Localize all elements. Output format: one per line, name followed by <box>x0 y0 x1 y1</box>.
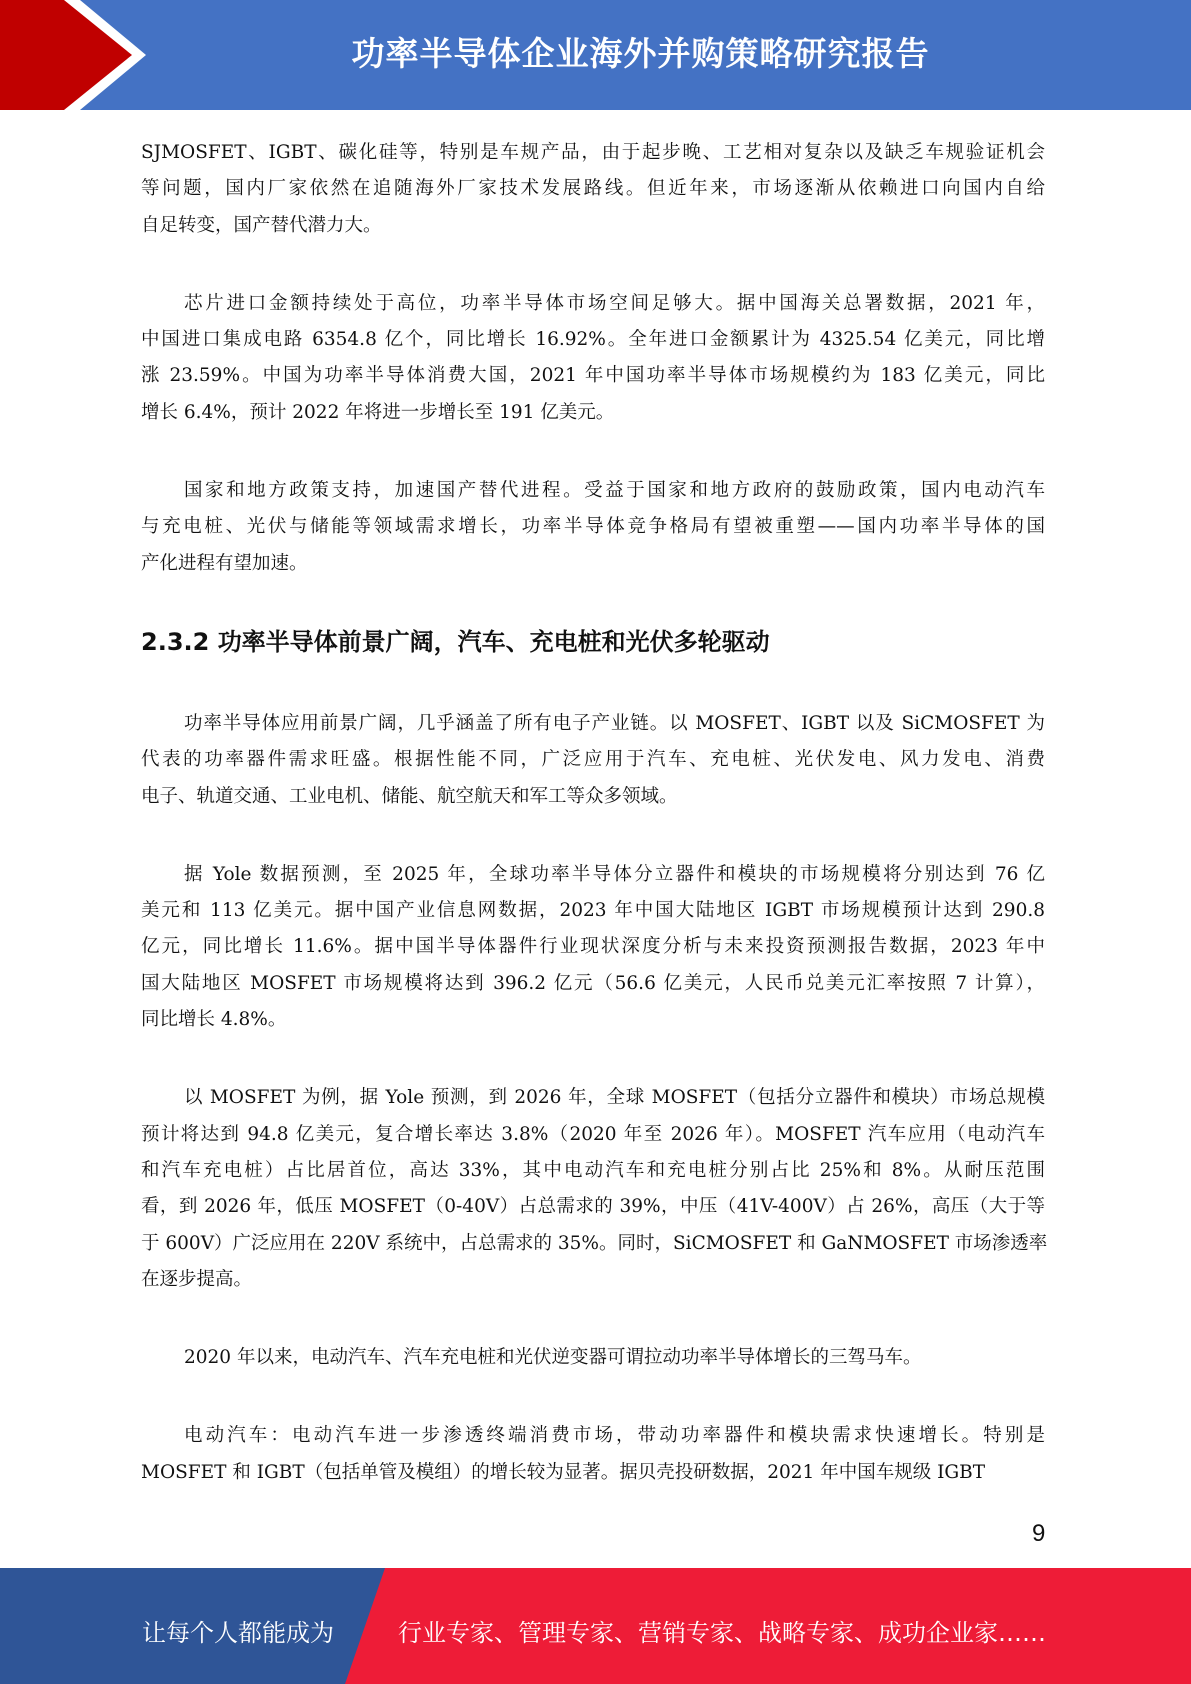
text-line: 产化进程有望加速。 <box>141 552 308 574</box>
text-line: 等问题，国内厂家依然在追随海外厂家技术发展路线。但近年来，市场逐渐从依赖进口向国内自给 <box>141 178 1045 200</box>
text-line: 以 MOSFET 为例，据 Yole 预测，到 2026 年，全球 MOSFET（包括分立器件和模块）市场总规模 <box>184 1087 1045 1109</box>
paragraph <box>141 286 1045 431</box>
text-line: 中国进口集成电路 6354.8 亿个，同比增长 16.92%。全年进口金额累计为 4325.54 亿美元，同比增 <box>141 329 1045 351</box>
page-number: 9 <box>1032 1520 1046 1547</box>
text-line: 电子、轨道交通、工业电机、储能、航空航天和军工等众多领域。 <box>141 785 678 807</box>
paragraph <box>141 1418 1045 1491</box>
paragraph <box>141 1340 1045 1376</box>
page-header <box>0 0 1191 110</box>
text-line: 电动汽车：电动汽车进一步渗透终端消费市场，带动功率器件和模块需求快速增长。特别是 <box>184 1425 1045 1447</box>
paragraph <box>141 706 1045 815</box>
section-heading: 2.3.2 功率半导体前景广阔，汽车、充电桩和光伏多轮驱动 <box>141 627 770 656</box>
text-line: 与充电桩、光伏与储能等领域需求增长，功率半导体竞争格局有望被重塑——国内功率半导体的国 <box>141 516 1045 538</box>
text-line: MOSFET 和 IGBT（包括单管及模组）的增长较为显著。据贝壳投研数据，2021 年中国车规级 IGBT <box>141 1461 986 1483</box>
text-line: 增长 6.4%，预计 2022 年将进一步增长至 191 亿美元。 <box>141 401 615 423</box>
footer-slogan-left: 让每个人都能成为 <box>142 1619 334 1647</box>
page-footer <box>0 1568 1191 1684</box>
paragraph <box>141 857 1045 1038</box>
text-line: SJMOSFET、IGBT、碳化硅等，特别是车规产品，由于起步晚、工艺相对复杂以及缺乏车规验证机会 <box>141 142 1045 163</box>
text-line: 预计将达到 94.8 亿美元，复合增长率达 3.8%（2020 年至 2026 年）。MOSFET 汽车应用（电动汽车 <box>141 1123 1045 1145</box>
paragraph <box>141 1080 1048 1298</box>
text-line: 国家和地方政策支持，加速国产替代进程。受益于国家和地方政府的鼓励政策，国内电动汽车 <box>184 480 1045 502</box>
text-line: 自足转变，国产替代潜力大。 <box>141 214 382 236</box>
text-line: 芯片进口金额持续处于高位，功率半导体市场空间足够大。据中国海关总署数据，2021 年， <box>184 292 1045 314</box>
text-line: 美元和 113 亿美元。据中国产业信息网数据，2023 年中国大陆地区 IGBT 市场规模预计达到 290.8 <box>141 900 1045 922</box>
text-line: 于 600V）广泛应用在 220V 系统中，占总需求的 35%。同时，SiCMOSFET 和 GaNMOSFET 市场渗透率 <box>141 1232 1048 1254</box>
paragraph <box>141 473 1045 582</box>
text-line: 涨 23.59%。中国为功率半导体消费大国，2021 年中国功率半导体市场规模约为 183 亿美元，同比 <box>141 365 1045 387</box>
text-line: 2020 年以来，电动汽车、汽车充电桩和光伏逆变器可谓拉动功率半导体增长的三驾马车。 <box>184 1347 922 1369</box>
chevron-decoration-icon <box>0 0 200 110</box>
text-line: 看，到 2026 年，低压 MOSFET（0-40V）占总需求的 39%，中压（41V-400V）占 26%，高压（大于等 <box>141 1196 1045 1218</box>
text-line: 和汽车充电桩）占比居首位，高达 33%，其中电动汽车和充电桩分别占比 25%和 8%。从耐压范围 <box>141 1159 1045 1181</box>
text-line: 功率半导体应用前景广阔，几乎涵盖了所有电子产业链。以 MOSFET、IGBT 以及 SiCMOSFET 为 <box>184 712 1045 734</box>
document-body <box>141 135 1048 1533</box>
report-title: 功率半导体企业海外并购策略研究报告 <box>351 34 930 73</box>
text-line: 据 Yole 数据预测，至 2025 年，全球功率半导体分立器件和模块的市场规模将分别达到 76 亿 <box>184 863 1045 885</box>
text-line: 代表的功率器件需求旺盛。根据性能不同，广泛应用于汽车、充电桩、光伏发电、风力发电、消费 <box>141 749 1045 771</box>
text-line: 同比增长 4.8%。 <box>141 1009 287 1031</box>
footer-slogan-right: 行业专家、管理专家、营销专家、战略专家、成功企业家…… <box>398 1619 1046 1647</box>
paragraph <box>141 135 1045 244</box>
text-line: 国大陆地区 MOSFET 市场规模将达到 396.2 亿元（56.6 亿美元，人民币兑美元汇率按照 7 计算）， <box>141 972 1045 994</box>
text-line: 亿元，同比增长 11.6%。据中国半导体器件行业现状深度分析与未来投资预测报告数据，2023 年中 <box>141 936 1045 958</box>
text-line: 在逐步提高。 <box>141 1268 253 1290</box>
